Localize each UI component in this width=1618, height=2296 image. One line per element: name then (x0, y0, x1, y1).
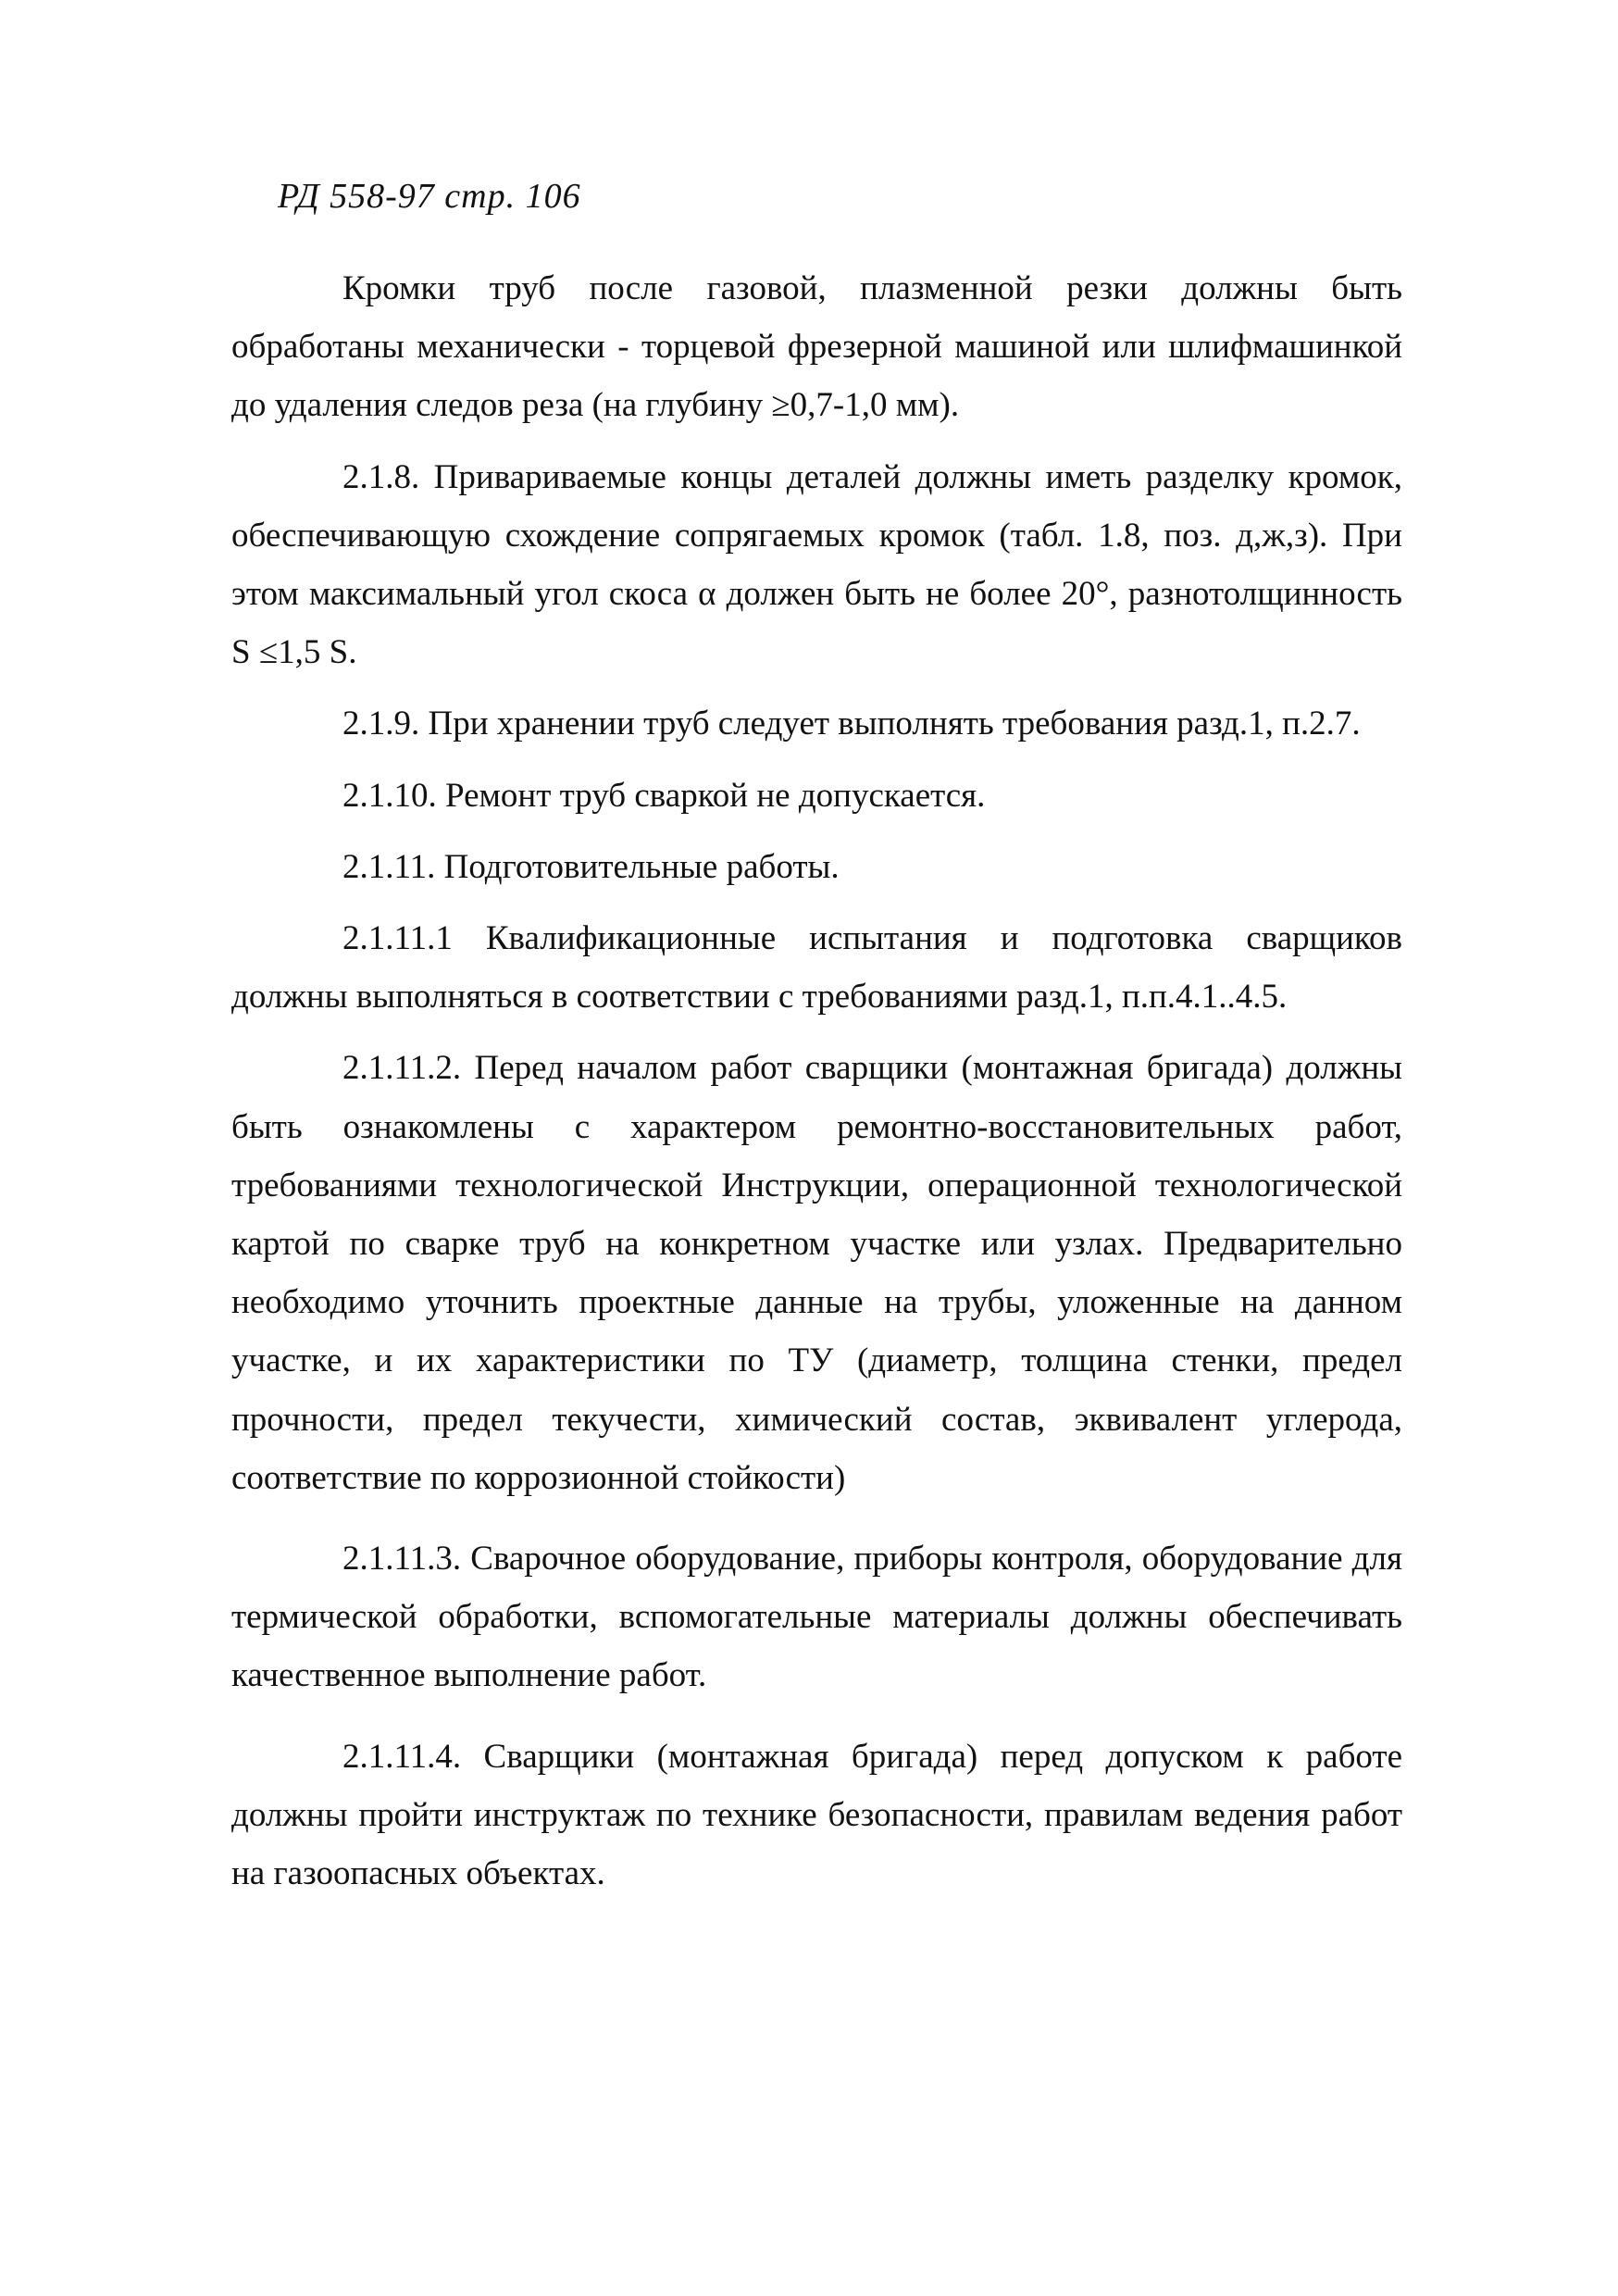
paragraph-edge-processing: Кромки труб после газовой, плазменной резки должны быть обработаны механически - торцевой фрезерной машиной или шлифмашинкой до удаления следов реза (на глубину ≥0,7-1,0 мм). (231, 269, 1402, 425)
paragraph-2-1-9: 2.1.9. При хранении труб следует выполнять требования разд.1, п.2.7. (342, 705, 1361, 743)
document-body (231, 259, 1402, 1903)
paragraph-2-1-11-2: 2.1.11.2. Перед началом работ сварщики (монтажная бригада) должны быть ознакомлены с характером ремонтно-восстановительных работ, требованиями технологической Инструкции, операционной технологической картой по сварке труб на конкретном участке или узлах. Предварительно необходимо уточнить проектные данные на трубы, уложенные на данном участке, и их характеристики по ТУ (диаметр, толщина стенки, предел прочности, предел текучести, химический состав, эквивалент углерода, соответствие по коррозионной стойкости) (231, 1049, 1402, 1497)
paragraph-2-1-8: 2.1.8. Привариваемые концы деталей должны иметь разделку кромок, обеспечивающую схождение сопрягаемых кромок (табл. 1.8, поз. д,ж,з). При этом максимальный угол скоса α должен быть не более 20°, разнотолщинность S ≤1,5 S. (231, 457, 1402, 672)
paragraph-2-1-11-4: 2.1.11.4. Сварщики (монтажная бригада) перед допуском к работе должны пройти инструктаж по технике безопасности, правилам ведения работ на газоопасных объектах. (231, 1737, 1402, 1893)
paragraph-2-1-10: 2.1.10. Ремонт труб сваркой не допускается. (342, 776, 986, 815)
page-header: РД 558-97 стр. 106 (278, 177, 581, 216)
paragraph-2-1-11: 2.1.11. Подготовительные работы. (342, 847, 840, 886)
paragraph-2-1-11-1: 2.1.11.1 Квалификационные испытания и подготовка сварщиков должны выполняться в соответствии с требованиями разд.1, п.п.4.1..4.5. (231, 919, 1402, 1017)
paragraph-2-1-11-3: 2.1.11.3. Сварочное оборудование, приборы контроля, оборудование для термической обработки, вспомогательные материалы должны обеспечивать качественное выполнение работ. (231, 1540, 1402, 1695)
